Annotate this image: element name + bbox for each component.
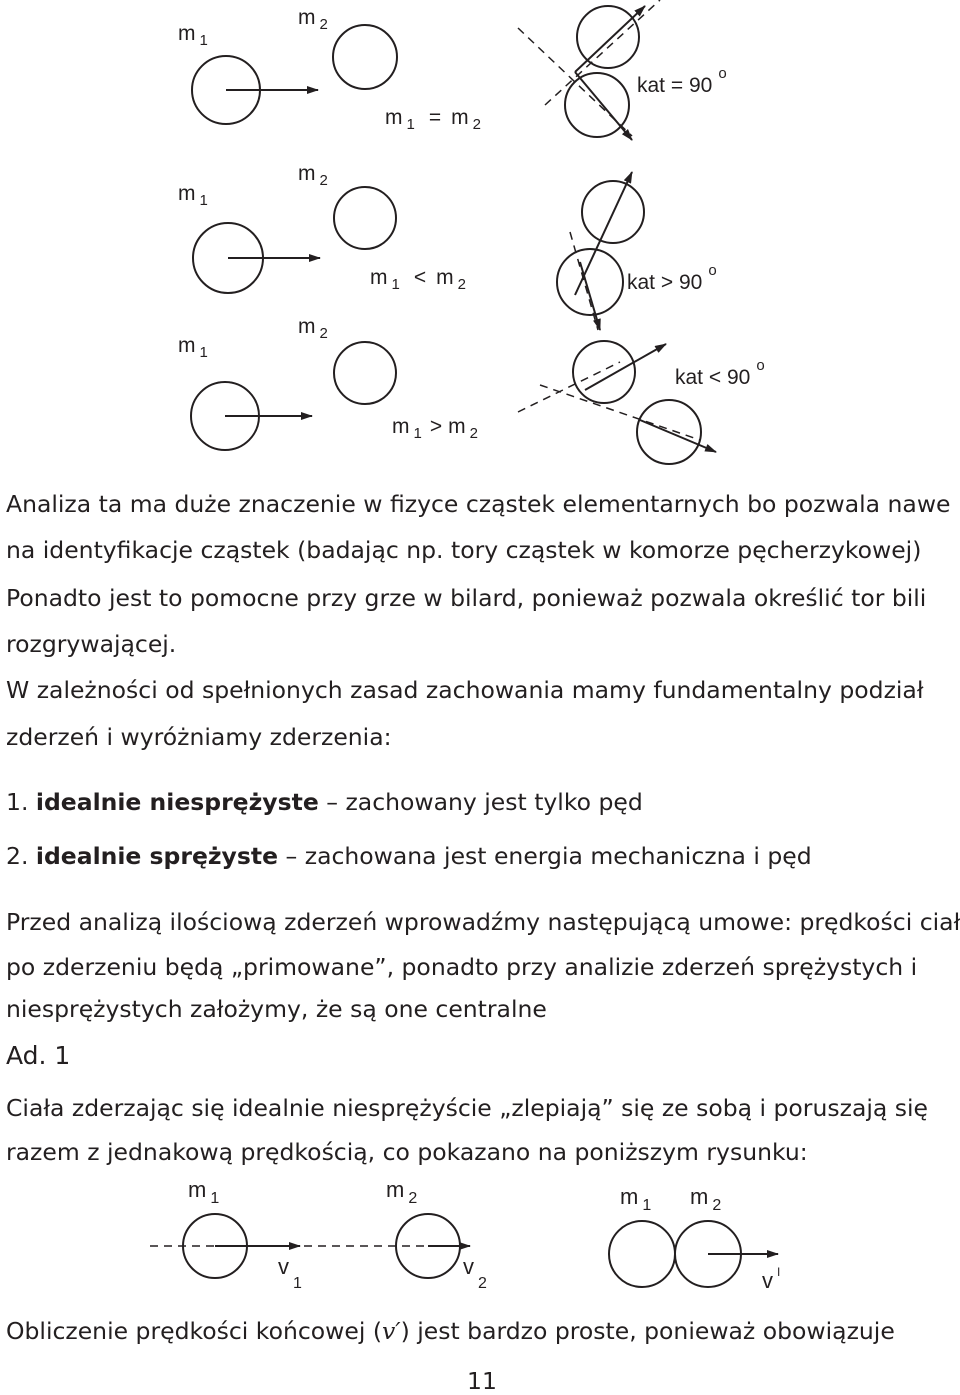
row1-relation: m $_1$ = m $_2$ [385,106,481,133]
term-elastic: idealnie sprężyste [35,842,279,870]
bottom-ball-m1-stuck [609,1221,675,1287]
bottom-label-v2: $v_2$ [463,1254,487,1292]
row3-relation: m $_1$ > m $_2$ [392,415,478,442]
row2-label-m2: m $_2$ [298,162,328,189]
term-inelastic: idealnie niesprężyste [35,788,319,816]
paragraph-3-line-2: po zderzeniu będą „primowane”, ponadto przy analizie zderzeń sprężystych i [6,953,918,981]
row3-arrow-m2 [640,420,716,452]
row1-label-m1: m $_1$ [178,22,208,49]
list-item-description: – zachowana jest energia mechaniczna i pęd [278,842,812,870]
list-item-number: 1. [6,788,29,816]
row3-label-m2: m $_2$ [298,315,328,342]
row1-angle-label: kat = $90^o$ [637,65,727,97]
inelastic-collision-diagram [0,1170,960,1310]
bottom-label-m1: m $_1$ [188,1177,220,1207]
row2-ball-m2 [334,187,396,249]
paragraph-1-line-1: Analiza ta ma duże znaczenie w fizyce cząstek elementarnych bo pozwala nawe [6,490,951,518]
velocity-prime-symbol: v′ [382,1317,401,1345]
row2-label-m1: m $_1$ [178,182,208,209]
row2-angle-label: kat > $90^o$ [627,262,717,294]
row3-dashed-line-a [540,385,700,440]
row3-ball-m1-after [573,341,635,403]
paragraph-5: Obliczenie prędkości końcowej (v′) jest bardzo proste, ponieważ obowiązuje [6,1317,895,1345]
row1-ball-m1-after [565,73,629,137]
diagram-row-lighter-m1 [178,162,717,330]
row2-arrow-m1 [580,262,600,330]
section-heading: Ad. 1 [6,1041,71,1070]
paragraph-3-line-1: Przed analizą ilościową zderzeń wprowadźmy następującą umowe: prędkości ciał [6,908,960,936]
list-item-inelastic [6,788,643,816]
paragraph-2-line-1: W zależności od spełnionych zasad zachowania mamy fundamentalny podział [6,676,924,704]
row2-relation: m $_1$ < m $_2$ [370,266,466,293]
row3-ball-m2 [334,342,396,404]
collision-diagrams [0,0,960,470]
row1-arrow-m1 [575,72,632,140]
list-item-description: – zachowany jest tylko pęd [318,788,643,816]
bottom-label-m1-combined: m $_1$ [620,1184,652,1214]
paragraph-1-line-2: na identyfikacje cząstek (badając np. tory cząstek w komorze pęcherzykowej) [6,536,922,564]
bottom-label-vprime: v $^I$ [762,1265,781,1293]
diagram-row-heavier-m1 [178,315,765,464]
row2-ball-m1-after [557,249,623,315]
row1-ball-m2-after [577,6,639,68]
row3-angle-label: kat < $90^o$ [675,357,765,389]
paragraph-3-line-3: niesprężystych założymy, że są one centralne [6,995,547,1023]
row3-dashed-line-b [518,362,620,412]
paragraph-1-line-4: rozgrywającej. [6,630,177,658]
list-item-number: 2. [6,842,29,870]
bottom-label-m2: m $_2$ [386,1177,418,1207]
diagram-row-equal-masses [178,0,727,140]
paragraph-2-line-2: zderzeń i wyróżniamy zderzenia: [6,723,392,751]
row1-label-m2: m $_2$ [298,6,328,33]
bottom-label-v1: $v_1$ [278,1254,302,1292]
row3-label-m1: m $_1$ [178,334,208,361]
page-number: 11 [467,1367,497,1395]
row1-ball-m2 [333,25,397,89]
list-item-elastic [6,842,812,870]
bottom-label-m2-combined: m $_2$ [690,1184,722,1214]
paragraph-1-line-3: Ponadto jest to pomocne przy grze w bilard, ponieważ pozwala określić tor bili [6,584,927,612]
paragraph-4-line-1: Ciała zderzając się idealnie niesprężyście „zlepiają” się ze sobą i poruszają się [6,1094,928,1122]
paragraph-4-line-2: razem z jednakową prędkością, co pokazano na poniższym rysunku: [6,1138,808,1166]
